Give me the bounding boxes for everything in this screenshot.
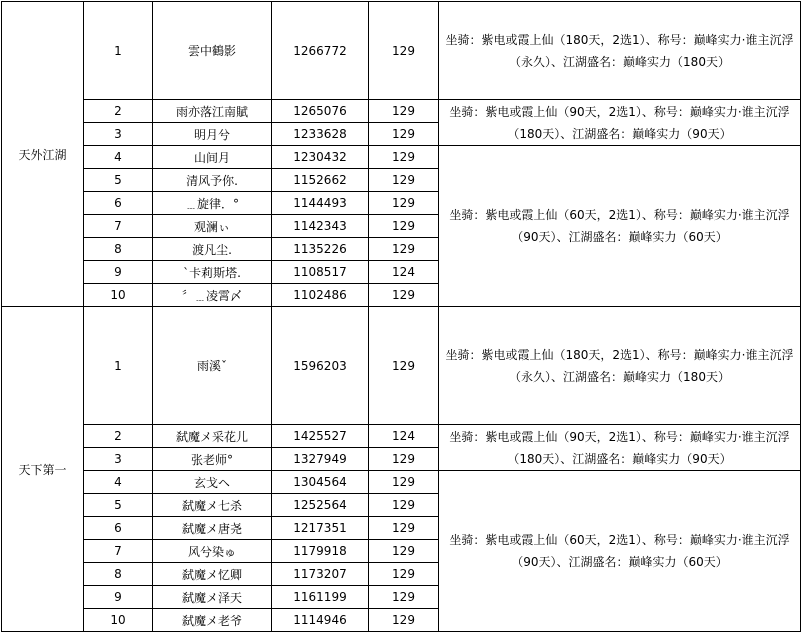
score-cell: 1217351 <box>272 517 369 540</box>
rank-cell: 5 <box>84 169 153 192</box>
player-name-cell: 弑魔メ忆卿 <box>153 563 272 586</box>
group-name: 天下第一 <box>2 307 84 632</box>
level-cell: 129 <box>369 2 439 100</box>
level-cell: 129 <box>369 586 439 609</box>
rank-cell: 1 <box>84 2 153 100</box>
rank-cell: 1 <box>84 307 153 425</box>
ranking-table <box>1 1 801 632</box>
rank-cell: 7 <box>84 215 153 238</box>
table-row <box>2 2 801 100</box>
rank-cell: 3 <box>84 123 153 146</box>
rank-cell: 7 <box>84 540 153 563</box>
level-cell: 129 <box>369 448 439 471</box>
rank-cell: 8 <box>84 238 153 261</box>
player-name-cell: 弑魔メ唐尧 <box>153 517 272 540</box>
player-name-cell: ˋ卡莉斯塔. <box>153 261 272 284</box>
group-name: 天外江湖 <box>2 2 84 307</box>
player-name-cell: 雨亦落江南賦 <box>153 100 272 123</box>
score-cell: 1233628 <box>272 123 369 146</box>
reward-cell: 坐骑：紫电或霞上仙（60天，2选1）、称号：巅峰实力·谁主沉浮（90天）、江湖盛名：巅峰实力（60天） <box>439 471 801 632</box>
player-name-cell: 雨溪ˇ <box>153 307 272 425</box>
rank-cell: 10 <box>84 609 153 632</box>
table-row <box>2 471 801 494</box>
level-cell: 129 <box>369 215 439 238</box>
score-cell: 1596203 <box>272 307 369 425</box>
reward-cell: 坐骑：紫电或霞上仙（90天，2选1）、称号：巅峰实力·谁主沉浮（180天）、江湖盛名：巅峰实力（90天） <box>439 425 801 471</box>
score-cell: 1144493 <box>272 192 369 215</box>
rank-cell: 10 <box>84 284 153 307</box>
rank-cell: 3 <box>84 448 153 471</box>
reward-cell: 坐骑：紫电或霞上仙（180天，2选1）、称号：巅峰实力·谁主沉浮（永久）、江湖盛名：巅峰实力（180天） <box>439 2 801 100</box>
player-name-cell: 明月兮 <box>153 123 272 146</box>
player-name-cell: 弑魔メ七杀 <box>153 494 272 517</box>
level-cell: 129 <box>369 609 439 632</box>
player-name-cell: 弑魔メ泽天 <box>153 586 272 609</box>
score-cell: 1425527 <box>272 425 369 448</box>
level-cell: 129 <box>369 123 439 146</box>
rank-cell: 6 <box>84 192 153 215</box>
player-name-cell: 观澜ぃ <box>153 215 272 238</box>
table-row <box>2 100 801 123</box>
player-name-cell: 弑魔メ老爷 <box>153 609 272 632</box>
player-name-cell: 张老师° <box>153 448 272 471</box>
rank-cell: 9 <box>84 261 153 284</box>
rank-cell: 5 <box>84 494 153 517</box>
rank-cell: 8 <box>84 563 153 586</box>
score-cell: 1108517 <box>272 261 369 284</box>
score-cell: 1135226 <box>272 238 369 261</box>
score-cell: 1265076 <box>272 100 369 123</box>
rank-cell: 9 <box>84 586 153 609</box>
reward-cell: 坐骑：紫电或霞上仙（90天，2选1）、称号：巅峰实力·谁主沉浮（180天）、江湖盛名：巅峰实力（90天） <box>439 100 801 146</box>
player-name-cell: 雲中鶴影 <box>153 2 272 100</box>
level-cell: 129 <box>369 517 439 540</box>
level-cell: 124 <box>369 425 439 448</box>
rank-cell: 2 <box>84 425 153 448</box>
player-name-cell: 〞﹍凌霄〆 <box>153 284 272 307</box>
score-cell: 1252564 <box>272 494 369 517</box>
level-cell: 129 <box>369 100 439 123</box>
table-row <box>2 307 801 425</box>
player-name-cell: 清风予你. <box>153 169 272 192</box>
score-cell: 1173207 <box>272 563 369 586</box>
player-name-cell: ﹍旋律．° <box>153 192 272 215</box>
reward-cell: 坐骑：紫电或霞上仙（180天，2选1）、称号：巅峰实力·谁主沉浮（永久）、江湖盛名：巅峰实力（180天） <box>439 307 801 425</box>
level-cell: 129 <box>369 146 439 169</box>
score-cell: 1114946 <box>272 609 369 632</box>
table-row <box>2 146 801 169</box>
rank-cell: 6 <box>84 517 153 540</box>
reward-cell: 坐骑：紫电或霞上仙（60天，2选1）、称号：巅峰实力·谁主沉浮（90天）、江湖盛名：巅峰实力（60天） <box>439 146 801 307</box>
score-cell: 1179918 <box>272 540 369 563</box>
level-cell: 129 <box>369 284 439 307</box>
rank-cell: 4 <box>84 471 153 494</box>
player-name-cell: 玄戈ヘ <box>153 471 272 494</box>
score-cell: 1152662 <box>272 169 369 192</box>
table-row <box>2 425 801 448</box>
level-cell: 129 <box>369 540 439 563</box>
level-cell: 129 <box>369 563 439 586</box>
level-cell: 124 <box>369 261 439 284</box>
player-name-cell: 山间月 <box>153 146 272 169</box>
player-name-cell: 弑魔メ采花儿 <box>153 425 272 448</box>
level-cell: 129 <box>369 494 439 517</box>
score-cell: 1142343 <box>272 215 369 238</box>
player-name-cell: 风兮染ゅ <box>153 540 272 563</box>
rank-cell: 2 <box>84 100 153 123</box>
score-cell: 1161199 <box>272 586 369 609</box>
level-cell: 129 <box>369 471 439 494</box>
score-cell: 1266772 <box>272 2 369 100</box>
level-cell: 129 <box>369 238 439 261</box>
score-cell: 1327949 <box>272 448 369 471</box>
level-cell: 129 <box>369 169 439 192</box>
score-cell: 1304564 <box>272 471 369 494</box>
level-cell: 129 <box>369 192 439 215</box>
score-cell: 1230432 <box>272 146 369 169</box>
level-cell: 129 <box>369 307 439 425</box>
player-name-cell: 渡凡尘. <box>153 238 272 261</box>
rank-cell: 4 <box>84 146 153 169</box>
score-cell: 1102486 <box>272 284 369 307</box>
